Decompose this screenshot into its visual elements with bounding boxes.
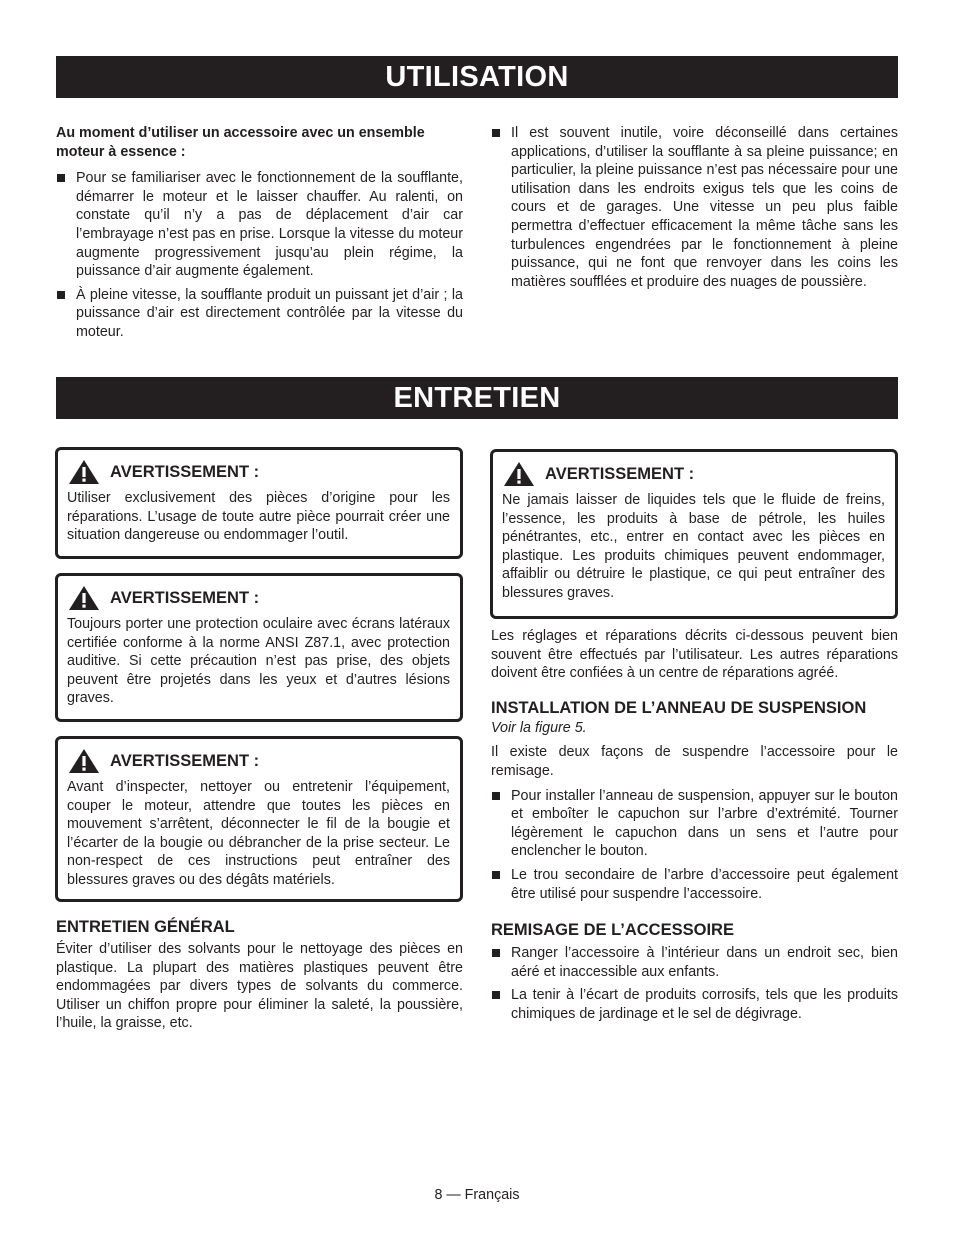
warning-text: Ne jamais laisser de liquides tels que le fluide de freins, l’essence, les produits à base de pétrole, les huiles pénétrantes, etc., entrer en contact avec les pièces en plastique. Les produits chimiques peuvent endommager, affaiblir ou détruire le plastique, ce qui peut entraîner des blessures graves. [502, 492, 885, 601]
warning-triangle-icon [503, 461, 535, 487]
bullet-square-icon [492, 129, 500, 137]
hanging-ring-text: Il existe deux façons de suspendre l’accessoire pour le remisage. [491, 744, 898, 779]
warning-label: AVERTISSEMENT : [110, 751, 260, 770]
warning-label: AVERTISSEMENT : [545, 464, 695, 483]
list-item: Ranger l’accessoire à l’intérieur dans un endroit sec, bien aéré et inaccessible aux enfants. [491, 944, 898, 981]
repairs-intro: Les réglages et réparations décrits ci-dessous peuvent bien souvent être effectués par l’utilisateur. Les autres réparations doivent être confiées à un centre de réparations agréé. [491, 628, 898, 682]
bullet-square-icon [492, 991, 500, 999]
warning-text: Avant d’inspecter, nettoyer ou entretenir l’équipement, couper le moteur, attendre que toutes les pièces en mouvement s’arrêtent, déconnecter le fil de la bougie et l’écarter de la bougie ou débrancher de la prise secteur. Le non-respect de ces instructions peut entraîner des blessures graves ou des dégâts matériels. [67, 779, 450, 888]
utilisation-banner [56, 56, 898, 98]
bullet-square-icon [492, 871, 500, 879]
warning-label: AVERTISSEMENT : [110, 588, 260, 607]
bullet-square-icon [57, 174, 65, 182]
list-item: La tenir à l’écart de produits corrosifs, tels que les produits chimiques de jardinage et le sel de dégivrage. [491, 986, 898, 1023]
list-item: Pour installer l’anneau de suspension, appuyer sur le bouton et emboîter le capuchon sur l’arbre d’extrémité. Tourner légèrement le capuchon dans un sens et l’autre pour enclencher le bouton. [491, 787, 898, 861]
general-maintenance-text: Éviter d’utiliser des solvants pour le nettoyage des pièces en plastique. La plupart des matières plastiques peuvent être endommagées par divers types de solvants du commerce. Utiliser un chiffon propre pour éliminer la saleté, la poussière, l’huile, la graisse, etc. [56, 941, 463, 1032]
list-item: Il est souvent inutile, voire déconseillé dans certaines applications, d’utiliser la soufflante à sa pleine puissance; en particulier, la pleine puissance n’est pas nécessaire pour une utilisation dans les endroits exigus tels que les coins de cours et de garages. Une vitesse un peu plus faible permettra d’effectuer efficacement la même tâche sans les turbulences engendrées par le fonctionnement à pleine puissance, qui ne font que renvoyer dans les coins les matières soufflées et produire des nuages de poussière. [491, 124, 898, 291]
warning-box-liquids [490, 449, 898, 619]
bullet-square-icon [492, 949, 500, 957]
utilisation-title: UTILISATION [385, 61, 569, 93]
utilisation-right-column [491, 124, 898, 296]
warning-triangle-icon [68, 459, 100, 485]
warning-box-eye-protection [55, 573, 463, 722]
storage-heading: REMISAGE DE L’ACCESSOIRE [491, 921, 734, 940]
general-maintenance-section [56, 916, 463, 1041]
list-item: À pleine vitesse, la soufflante produit un puissant jet d’air ; la puissance d’air est directement contrôlée par la vitesse du moteur. [56, 286, 463, 342]
entretien-banner [56, 377, 898, 419]
warning-label: AVERTISSEMENT : [110, 462, 260, 481]
figure-reference: Voir la figure 5. [491, 719, 587, 736]
warning-text: Toujours porter une protection oculaire avec écrans latéraux certifiée conforme à la norme ANSI Z87.1, avec protection auditive. Si cette précaution n’est pas prise, des objets peuvent être projetés dans les yeux et d’autres lésions graves. [67, 616, 450, 707]
entretien-right-column [491, 627, 898, 1029]
utilisation-intro: Au moment d’utiliser un accessoire avec un ensemble moteur à essence : [56, 125, 425, 160]
warning-box-original-parts [55, 447, 463, 559]
page-footer [0, 1187, 954, 1203]
warning-triangle-icon [68, 748, 100, 774]
warning-triangle-icon [68, 585, 100, 611]
utilisation-left-column [56, 124, 463, 347]
list-item: Pour se familiariser avec le fonctionnement de la soufflante, démarrer le moteur et le laisser chauffer. Au ralenti, on constate qu’il n’y a pas de déplacement d’air car l’embrayage n’est pas en prise. Lorsque la vitesse du moteur augmente progressivement jusqu’au plein régime, la puissance d’air augmente également. [56, 169, 463, 281]
list-item: Le trou secondaire de l’arbre d’accessoire peut également être utilisé pour suspendre l’accessoire. [491, 866, 898, 903]
entretien-title: ENTRETIEN [393, 382, 561, 414]
bullet-square-icon [492, 792, 500, 800]
hanging-ring-heading: INSTALLATION DE L’ANNEAU DE SUSPENSION [491, 698, 867, 717]
page-number: 8 — Français [434, 1187, 520, 1203]
general-maintenance-heading: ENTRETIEN GÉNÉRAL [56, 918, 235, 936]
bullet-square-icon [57, 291, 65, 299]
warning-box-before-servicing [55, 736, 463, 902]
warning-text: Utiliser exclusivement des pièces d’origine pour les réparations. L’usage de toute autre pièce pourrait créer une situation dangereuse ou endommager l’outil. [67, 490, 450, 544]
